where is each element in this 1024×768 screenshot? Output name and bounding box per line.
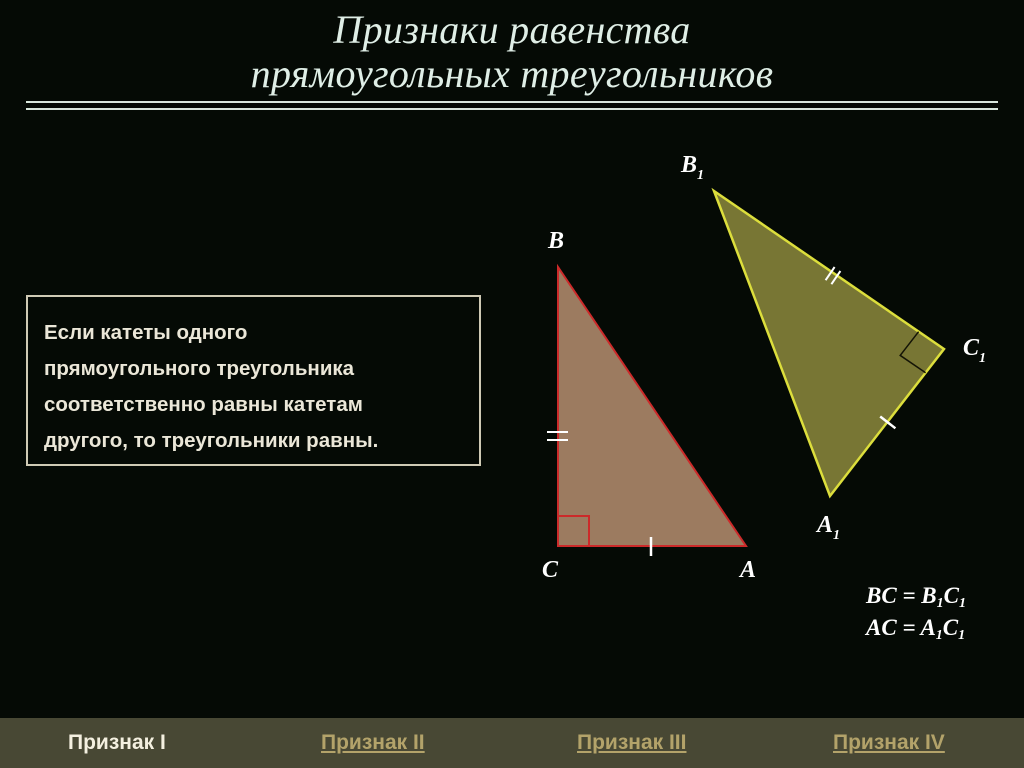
equality-right-sub-2: 1 [958, 596, 966, 611]
equality-left: AC [866, 615, 897, 640]
equality-left: BC [866, 583, 897, 608]
vertex-label-c1 [963, 335, 986, 366]
vertex-label-a: A [740, 557, 757, 583]
vertex-label-c1-sub: 1 [979, 351, 987, 366]
equality-right-sub-2: 1 [958, 628, 966, 643]
navigation-bar [0, 718, 1024, 768]
triangle-abc-shape [558, 267, 746, 546]
equality-bc [866, 580, 966, 612]
equality-ac [866, 612, 966, 644]
title-line-2: прямоугольных треугольников [250, 51, 774, 96]
vertex-label-b1-sub: 1 [697, 168, 705, 183]
theorem-line: Если катеты одного [44, 321, 248, 344]
vertex-label-b: B [548, 228, 565, 254]
vertex-label-a1 [815, 512, 840, 543]
equality-right-sub-1: 1 [935, 628, 943, 643]
equality-sign: = [902, 583, 916, 608]
theorem-line: другого, то треугольники равны. [44, 429, 379, 452]
vertex-label-b1 [680, 152, 704, 183]
triangle-a1b1c1 [714, 191, 944, 496]
equality-right-letter-2: C [943, 583, 959, 608]
vertex-label-a1-letter: A [817, 512, 834, 538]
equality-right-letter-1: A [920, 615, 936, 640]
title-line-1: Признаки равенства [333, 7, 691, 52]
theorem-line: прямоугольного треугольника [44, 357, 355, 380]
triangle-abc [547, 267, 746, 556]
nav-link-priznak-2[interactable]: Признак II [321, 731, 425, 754]
equality-right-letter-2: C [942, 615, 959, 640]
equalities [866, 580, 966, 644]
vertex-label-c: C [542, 557, 559, 583]
nav-link-priznak-1[interactable]: Признак I [68, 731, 166, 754]
equality-sign: = [902, 615, 916, 640]
theorem-line: соответственно равны катетам [44, 393, 363, 416]
vertex-label-b1-letter: B [681, 152, 698, 178]
equality-right-letter-1: B [921, 583, 937, 608]
nav-link-priznak-4[interactable]: Признак IV [833, 731, 945, 754]
nav-link-priznak-3[interactable]: Признак III [577, 731, 687, 754]
vertex-label-a1-sub: 1 [833, 528, 841, 543]
equality-right-sub-1: 1 [936, 596, 944, 611]
vertex-label-c1-letter: C [963, 335, 980, 361]
